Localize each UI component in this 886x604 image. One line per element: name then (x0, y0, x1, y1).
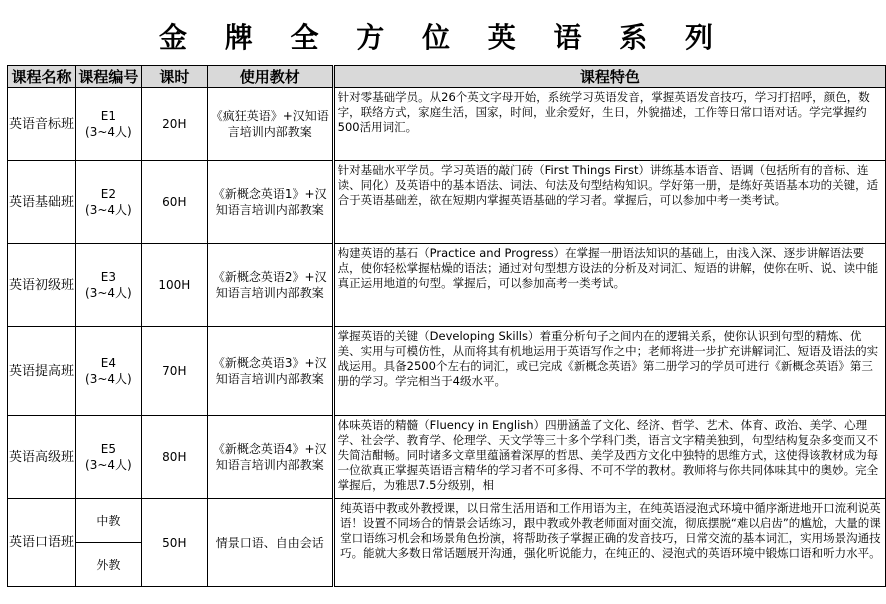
course-code-id: E1 (100, 109, 116, 123)
table-row-oral (8, 499, 886, 543)
header-feature: 课程特色 (333, 66, 885, 88)
course-feature: 纯英语中教或外教授课，以日常生活用语和工作用语为主，在纯英语浸泡式环境中循序渐进地开口流利说英语！设置不同场合的情景会话练习，跟中教或外教老师面对面交流，彻底摆脱“难以启齿”的尴尬，大量的课堂口语练习机会和场景角色扮演，将帮助孩子掌握正确的发音技巧，日常交流的基本词汇，实用场景沟通技巧。能就大多数日常话题展开沟通，强化听说能力，在纯正的、浸泡式的英语环境中锻炼口语和听力水平。 (333, 499, 885, 587)
course-code-chinese-teacher: 中教 (75, 499, 141, 543)
course-code (75, 244, 141, 327)
course-name: 英语基础班 (8, 161, 76, 244)
course-textbook: 《新概念英语4》+汉知语言培训内部教案 (207, 416, 333, 499)
course-table (7, 65, 886, 587)
course-hours: 60H (141, 161, 207, 244)
course-feature: 针对基础水平学员。学习英语的敲门砖（First Things First）讲练基本语音、语调（包括所有的音标、连读、同化）及英语中的基本语法、词法、句法及句型结构知识。学好第一册，是练好英语基本功的关键，适合于英语基础差，欲在短期内掌握英语基础的学习者。掌握后，可以参加中考一类考试。 (333, 161, 885, 244)
header-course-name: 课程名称 (8, 66, 76, 88)
course-code (75, 88, 141, 161)
table-row (8, 327, 886, 416)
course-hours: 20H (141, 88, 207, 161)
class-size: (3~4人) (85, 458, 132, 472)
course-code (75, 161, 141, 244)
class-size: (3~4人) (85, 125, 132, 139)
course-name: 英语初级班 (8, 244, 76, 327)
table-row (8, 88, 886, 161)
course-textbook: 《新概念英语3》+汉知语言培训内部教案 (207, 327, 333, 416)
course-code (75, 327, 141, 416)
course-code-id: E5 (100, 442, 116, 456)
course-textbook: 《疯狂英语》+汉知语言培训内部教案 (207, 88, 333, 161)
header-row (8, 66, 886, 88)
course-name: 英语口语班 (8, 499, 76, 587)
course-feature: 构建英语的基石（Practice and Progress）在掌握一册语法知识的基础上，由浅入深、逐步讲解语法要点，使你轻松掌握枯燥的语法；通过对句型想方设法的分析及对词汇、短语的讲解，使你在听、说、读中能真正运用地道的句型。掌握后，可以参加高考一类考试。 (333, 244, 885, 327)
course-textbook: 情景口语、自由会话 (207, 499, 333, 587)
class-size: (3~4人) (85, 286, 132, 300)
header-textbook: 使用教材 (207, 66, 333, 88)
course-code-id: E2 (100, 187, 116, 201)
course-code-foreign-teacher: 外教 (75, 543, 141, 587)
table-row (8, 416, 886, 499)
course-hours: 80H (141, 416, 207, 499)
header-course-code: 课程编号 (75, 66, 141, 88)
class-size: (3~4人) (85, 203, 132, 217)
course-feature: 针对零基础学员。从26个英文字母开始，系统学习英语发音，掌握英语发音技巧，学习打招呼，颜色，数字，联络方式，家庭生活，国家，时间，业余爱好，生日，外貌描述，工作等日常口语对话。学完掌握约500活用词汇。 (333, 88, 885, 161)
course-textbook: 《新概念英语1》+汉知语言培训内部教案 (207, 161, 333, 244)
course-hours: 100H (141, 244, 207, 327)
table-row (8, 161, 886, 244)
course-hours: 50H (141, 499, 207, 587)
course-name: 英语音标班 (8, 88, 76, 161)
course-code (75, 416, 141, 499)
table-row (8, 244, 886, 327)
header-hours: 课时 (141, 66, 207, 88)
course-textbook: 《新概念英语2》+汉知语言培训内部教案 (207, 244, 333, 327)
course-feature: 体味英语的精髓（Fluency in English）四册涵盖了文化、经济、哲学、艺术、体育、政治、美学、心理学、社会学、教育学、伦理学、天文学等三十多个学科门类，语言文字精美独到，句型结构复杂多变而又不失简洁酣畅。同时诸多文章里蕴涵着深厚的哲思、美学及西方文化中独特的思维方式，这使得该教材成为每一位欲真正掌握英语语言精华的学习者不可多得、不可不学的教材。教师将与你共同体味其中的奥妙。完全掌握后，为雅思7.5分级别，相 (333, 416, 885, 499)
course-code-id: E3 (100, 270, 116, 284)
page-title: 金 牌 全 方 位 英 语 系 列 (159, 21, 727, 54)
course-hours: 70H (141, 327, 207, 416)
class-size: (3~4人) (85, 372, 132, 386)
course-code-id: E4 (100, 356, 116, 370)
course-name: 英语提高班 (8, 327, 76, 416)
course-name: 英语高级班 (8, 416, 76, 499)
course-feature: 掌握英语的关键（Developing Skills）着重分析句子之间内在的逻辑关系，使你认识到句型的精炼、优美、实用与可模仿性，从而将其有机地运用于英语写作之中；老师将进一步扩充讲解词汇、短语及语法的实战运用。具备2500个左右的词汇，或已完成《新概念英语》第二册学习的学员可进行《新概念英语》第三册的学习。学完相当于4级水平。 (333, 327, 885, 416)
